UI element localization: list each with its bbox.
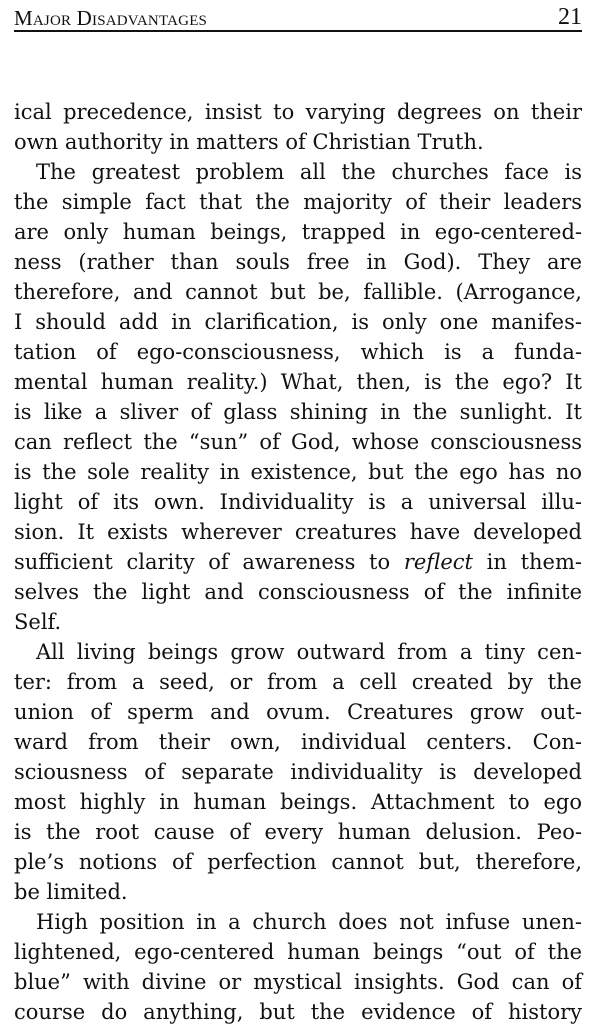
text-line: The greatest problem all the churches face is xyxy=(36,160,582,184)
text-line: I should add in clarification, is only one manifes- xyxy=(14,310,582,334)
paragraph-3 xyxy=(14,637,582,907)
text-line: the simple fact that the majority of their leaders xyxy=(14,190,582,214)
page-number: 21 xyxy=(558,4,582,30)
running-title: Major Disadvantages xyxy=(14,6,208,30)
text-line: union of sperm and ovum. Creatures grow out- xyxy=(14,700,582,724)
text-line: tation of ego-consciousness, which is a funda- xyxy=(14,340,582,364)
text-line: light of its own. Individuality is a universal illu- xyxy=(14,490,582,514)
text-line: All living beings grow outward from a tiny cen- xyxy=(36,640,582,664)
text-line: own authority in matters of Christian Truth. xyxy=(14,130,484,154)
text-line: are only human beings, trapped in ego-centered- xyxy=(14,220,582,244)
text-line: ness (rather than souls free in God). They are xyxy=(14,250,582,274)
text-line: therefore, and cannot but be, fallible. (Arrogance, xyxy=(14,280,582,304)
text-line: ple’s notions of perfection cannot but, therefore, xyxy=(14,850,582,874)
text-line-with-italic: sufficient clarity of awareness to reflect in them- xyxy=(14,550,582,574)
text-line: most highly in human beings. Attachment to ego xyxy=(14,790,582,814)
paragraph-2 xyxy=(14,157,582,637)
text-line: sciousness of separate individuality is developed xyxy=(14,760,582,784)
text-line: High position in a church does not infuse unen- xyxy=(36,910,582,934)
text-line: is like a sliver of glass shining in the sunlight. It xyxy=(14,400,582,424)
running-header xyxy=(14,4,582,32)
text-line: selves the light and consciousness of the infinite xyxy=(14,580,582,604)
text-line: can reflect the “sun” of God, whose consciousness xyxy=(14,430,582,454)
body-text xyxy=(14,97,582,1027)
text-line: is the root cause of every human delusion. Peo- xyxy=(14,820,582,844)
text-line: ter: from a seed, or from a cell created by the xyxy=(14,670,582,694)
text-line: lightened, ego-centered human beings “out of the xyxy=(14,940,582,964)
text-line: is the sole reality in existence, but the ego has no xyxy=(14,460,582,484)
text-line: mental human reality.) What, then, is the ego? It xyxy=(14,370,582,394)
text-line: be limited. xyxy=(14,880,128,904)
text-line: course do anything, but the evidence of history xyxy=(14,1000,582,1024)
text-line: ward from their own, individual centers. Con- xyxy=(14,730,582,754)
text-line: blue” with divine or mystical insights. God can of xyxy=(14,970,582,994)
text-line: sion. It exists wherever creatures have developed xyxy=(14,520,582,544)
paragraph-4 xyxy=(14,907,582,1027)
text-line: Self. xyxy=(14,610,62,634)
emphasis-reflect: reflect xyxy=(403,550,473,574)
text-line: ical precedence, insist to varying degrees on their xyxy=(14,100,582,124)
paragraph-1 xyxy=(14,97,582,157)
